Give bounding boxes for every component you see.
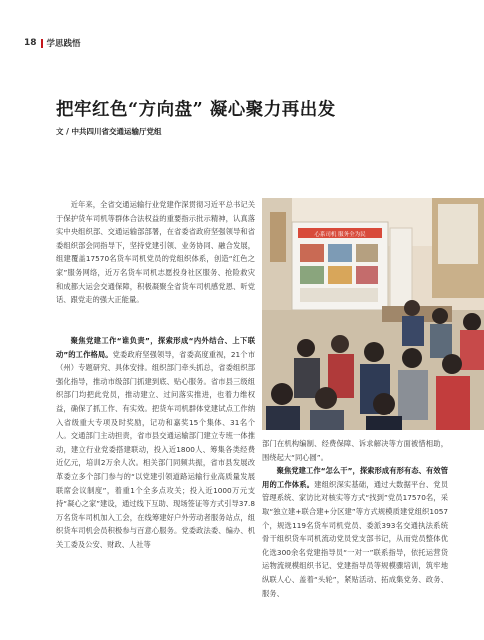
paragraph-how bbox=[262, 464, 448, 600]
page-number: 18 bbox=[24, 38, 37, 48]
paragraph-intro: 近年来，全省交通运输行业党建作深贯彻习近平总书记关于保护货车司机等群体合法权益的重要指示批示精神，认真落实中央组织部、交通运输部部署，在省委省政府坚强领导和省委组织部会同指导下，坚持党建引领、业务协同、融合发展，组建覆盖17570名货车司机党员的党组织体系，创造“红色之家”服务网络，近万名货车司机志愿投身社区服务、抢险救灾和成都大运会交通保障，积极凝聚全省货车司机感党恩、听党话、跟党走的强大正能量。 bbox=[56, 200, 255, 305]
paragraph-cont: 部门在机构编制、经费保障、诉求解决等方面被惜相助，围绕起大“同心圆”。 bbox=[262, 439, 448, 462]
article-byline: 文 / 中共四川省交通运输厅党组 bbox=[56, 127, 162, 136]
paragraph-who-tail: 党委政法委、编办、机关工委及公安、财政、人社等 bbox=[56, 526, 255, 549]
column-left-top bbox=[56, 198, 255, 307]
column-left-bottom bbox=[56, 334, 255, 552]
page-header bbox=[24, 37, 81, 49]
paragraph-who bbox=[56, 334, 255, 552]
header-divider bbox=[41, 39, 43, 48]
column-right bbox=[262, 437, 448, 600]
photo-banner-text: 心系司机 服务全为民 bbox=[314, 232, 366, 238]
paragraph-who-body: 党委政府坚强领导，省委高度重视，21个市（州）专题研究、具体安排。组织部门牵头抓总，省委组织部强化指导，推动市级部门抓建到底、贴心服务。省市县三级组织部门均把此党员，推动建立、过问落实推进，也着力维权益，确保了抓工作、有实效。把货车司机群体党建试点工作纳入省级重大专项及时奖励，记功和嘉奖15个集体、31名个人。交通部门主动担责，省市县交通运输部门建立专班一体推动，建立行业党委搭建联动，投入近1800人、筹集各类经费近亿元，培训2万余人次。相关部门同频共振，省市县发展改革委立多个部门参与的“以党建引领道路运输行业高质量发展联席会议制度”，着重1个全多点攻关；投入近1000万元支持“凝心之家”建设，通过线下互助、现场签证等方式引导37.8万名货车司机加入工会，在线筹建好户外劳动者服务站点，组织货车司机会员积极参与百意心服务。 bbox=[56, 349, 255, 536]
article-title: 把牢红色“方向盘” 凝心聚力再出发 bbox=[56, 100, 336, 120]
paragraph-how-lead: 聚焦党建工作“怎么干”，探索形成有形有态、有效管用的工作体系。 bbox=[262, 466, 448, 489]
paragraph-how-body: 建组织深实基础，通过大数据平台、党员管理系统、家访比对核实等方式“找到”党员17570名，采取“独立建+联合建+分区建”等方式规模质建党组织1057个，规选119名货车司机党员、委派393名交通执法系统骨干组织货车司机流动党员党支部书记，从而党员整体优化选300余名党建指导员“一对一”联系指导，依托运营货运物流规模组织书记、党建指导员等规模骤培训，筑牢地纵联人心、盖着“头轮”，紧贴活动、拓成集党务、政务、服务、 bbox=[262, 479, 449, 598]
section-name: 学思践悟 bbox=[46, 39, 81, 49]
meeting-photo bbox=[262, 198, 484, 430]
paragraph-who-lead: 聚焦党建工作“谁负责”，探索形成“内外结合、上下联动”的工作格局。 bbox=[56, 336, 255, 359]
